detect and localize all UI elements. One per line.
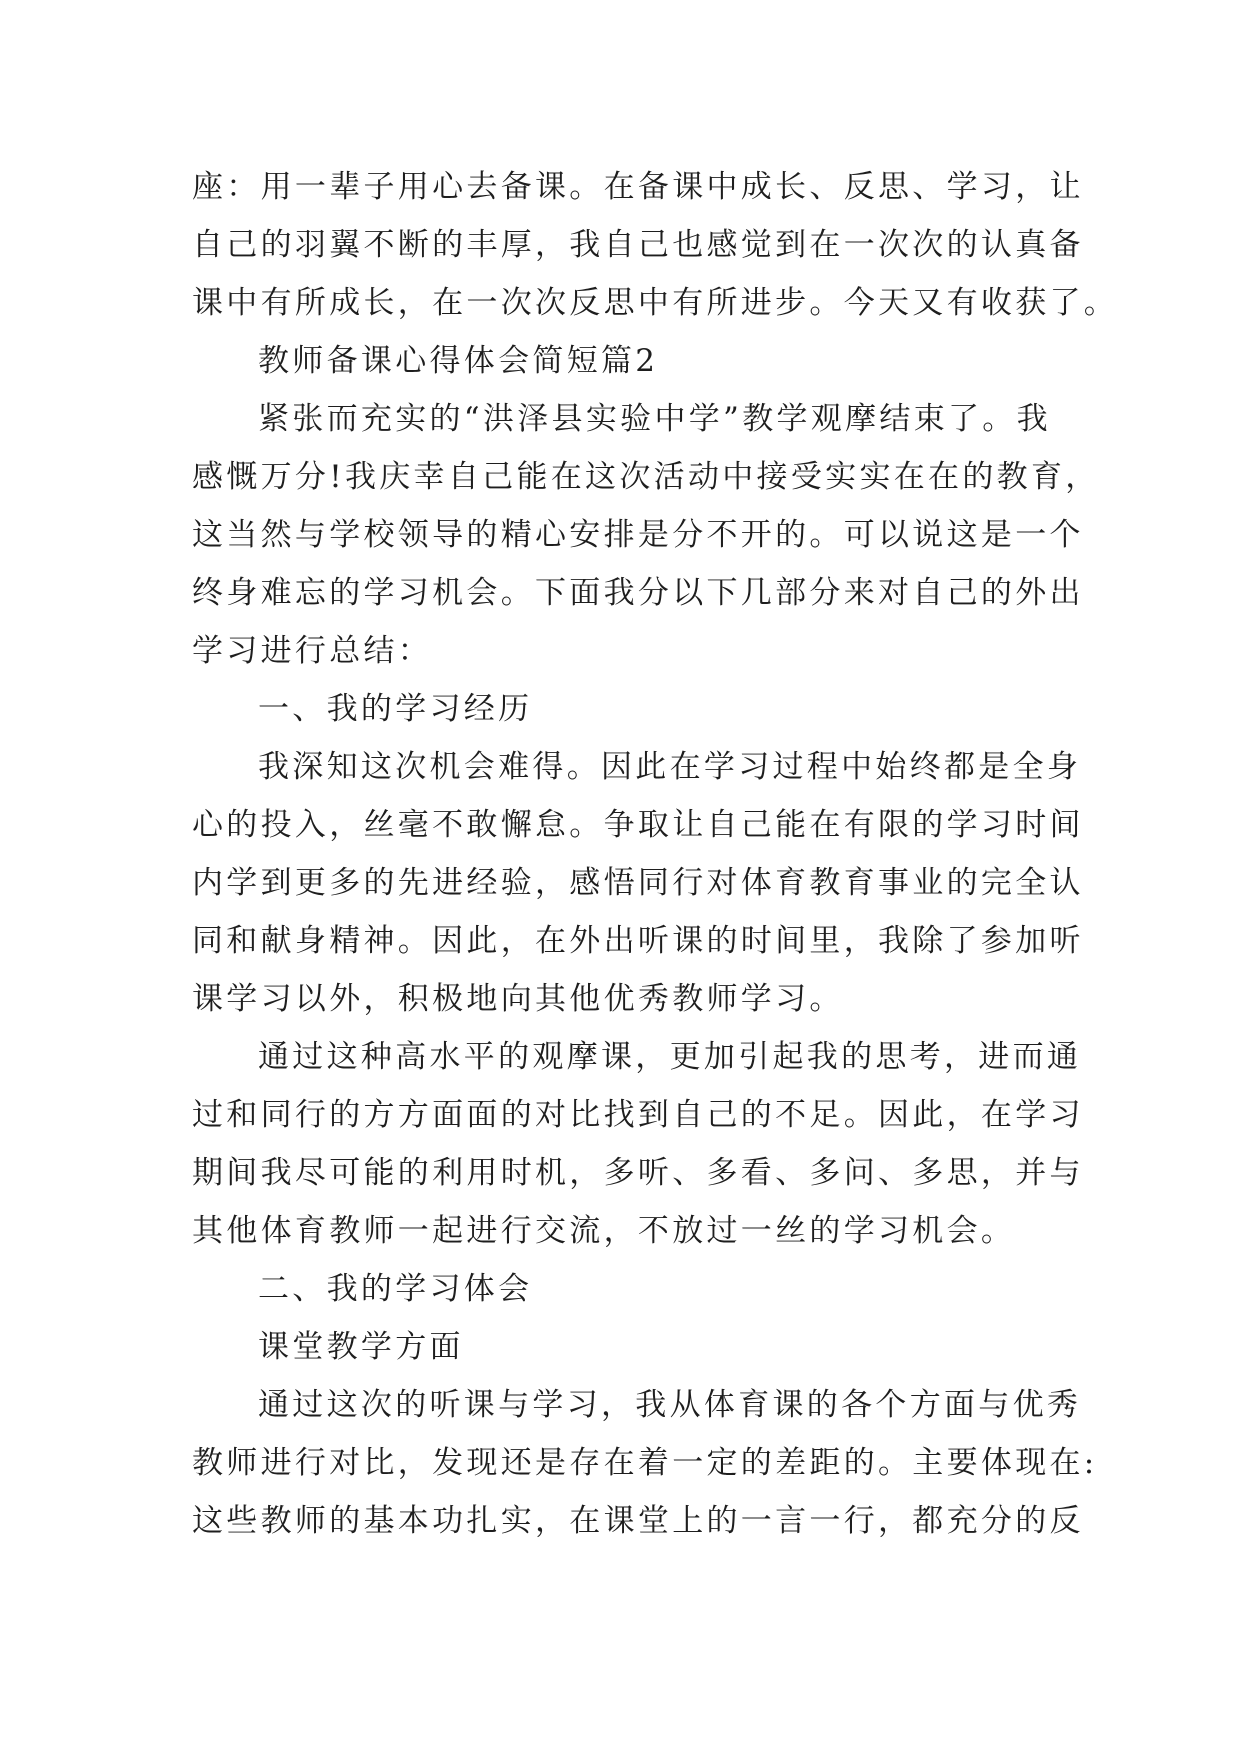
section-heading: 一、我的学习经历: [258, 691, 533, 727]
text-line: 课中有所成长，在一次次反思中有所进步。今天又有收获了。: [192, 285, 1119, 321]
text-line: 学习进行总结：: [192, 633, 433, 669]
text-line: 教师进行对比，发现还是存在着一定的差距的。主要体现在:: [192, 1445, 1098, 1481]
text-line: 同和献身精神。因此，在外出听课的时间里，我除了参加听: [192, 923, 1084, 959]
text-line: 课学习以外，积极地向其他优秀教师学习。: [192, 981, 844, 1017]
text-line: 这些教师的基本功扎实，在课堂上的一言一行，都充分的反: [192, 1503, 1084, 1539]
text-line: 心的投入，丝毫不敢懈怠。争取让自己能在有限的学习时间: [192, 807, 1084, 843]
document-page: [192, 158, 1119, 1550]
text-line: 终身难忘的学习机会。下面我分以下几部分来对自己的外出: [192, 575, 1084, 611]
paragraph-start: 我深知这次机会难得。因此在学习过程中始终都是全身: [258, 749, 1082, 785]
text-line: 过和同行的方方面面的对比找到自己的不足。因此，在学习: [192, 1097, 1084, 1133]
text-line: 期间我尽可能的利用时机，多听、多看、多问、多思，并与: [192, 1155, 1084, 1191]
text-line: 座：用一辈子用心去备课。在备课中成长、反思、学习，让: [192, 169, 1084, 205]
text-line: 内学到更多的先进经验，感悟同行对体育教育事业的完全认: [192, 865, 1084, 901]
paragraph-start: 紧张而充实的“洪泽县实验中学”教学观摩结束了。我: [258, 401, 1051, 437]
text-line: 自己的羽翼不断的丰厚，我自己也感觉到在一次次的认真备: [192, 227, 1084, 263]
text-line: 感慨万分!我庆幸自己能在这次活动中接受实实在在的教育，: [192, 459, 1100, 495]
paragraph-start: 通过这次的听课与学习，我从体育课的各个方面与优秀: [258, 1387, 1082, 1423]
paragraph-start: 通过这种高水平的观摩课，更加引起我的思考，进而通: [258, 1039, 1082, 1075]
text-line: 这当然与学校领导的精心安排是分不开的。可以说这是一个: [192, 517, 1084, 553]
subsection-heading: 课堂教学方面: [258, 1329, 464, 1365]
section-heading: 二、我的学习体会: [258, 1271, 533, 1307]
section-heading: 教师备课心得体会简短篇2: [258, 343, 659, 379]
text-line: 其他体育教师一起进行交流，不放过一丝的学习机会。: [192, 1213, 1016, 1249]
